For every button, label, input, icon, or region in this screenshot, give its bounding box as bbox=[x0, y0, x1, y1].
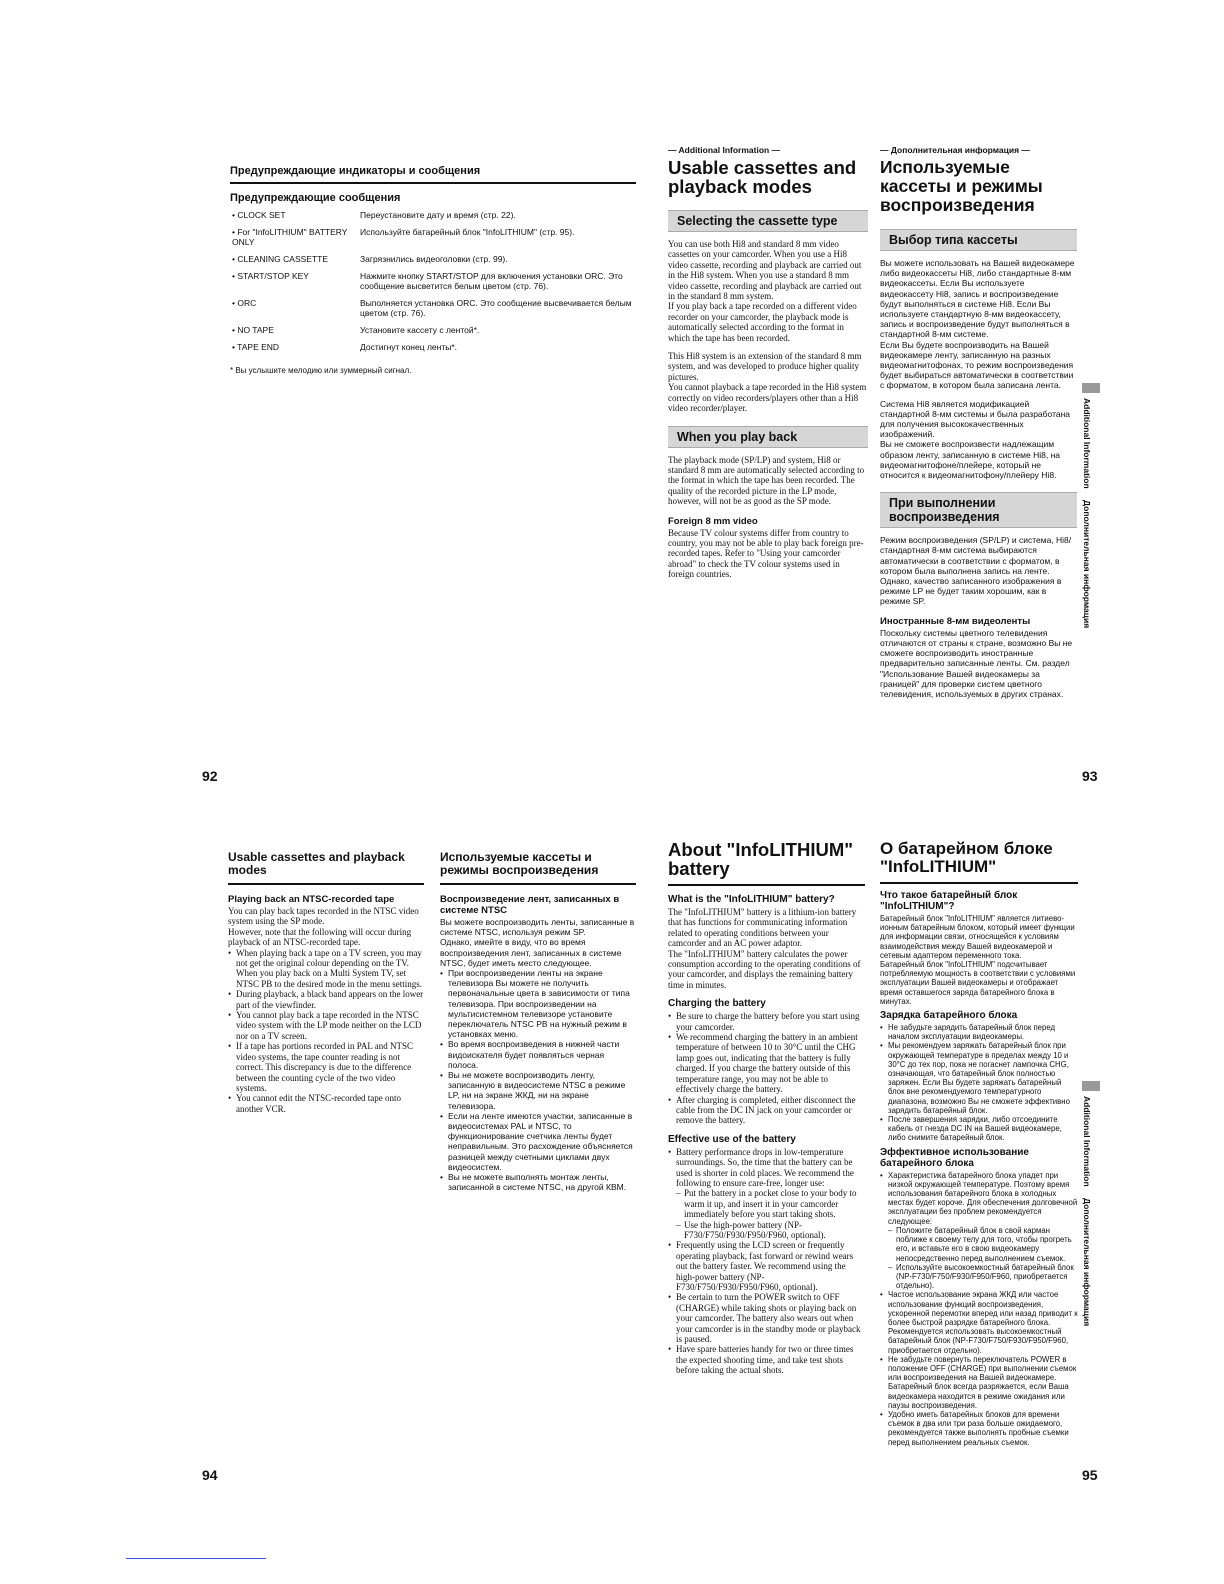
page-number-94: 94 bbox=[202, 1467, 218, 1483]
page-title: Используемые кассеты и режимы воспроизведения bbox=[440, 850, 599, 877]
section-bar: Выбор типа кассеты bbox=[880, 229, 1077, 251]
page-94-english-column bbox=[228, 851, 424, 1114]
subheading: Зарядка батарейного блока bbox=[880, 1010, 1018, 1022]
list-item: • После завершения зарядки, либо отсоедините кабель от гнезда DC IN на Вашей видеокамере, либо снимите батарейный блок. bbox=[880, 1115, 1078, 1143]
list-item: – Положите батарейный блок в свой карман поближе к своему телу для того, чтобы прогреть его, и вставьте его в свою видеокамеру непосредственно перед выполнением съемок. bbox=[888, 1226, 1078, 1263]
bullet-list bbox=[440, 968, 636, 1192]
warning-row: • START/STOP KEY Нажмите кнопку START/STOP для включения установки ORC. Это сообщение высветится белым цветом (стр. 76). bbox=[232, 271, 623, 291]
subheading: Charging the battery bbox=[668, 998, 766, 1010]
body-text: You can use both Hi8 and standard 8 mm video cassettes on your camcorder. When you use a Hi8 video cassette, recording and playback are carried out in the Hi8 system. When you use a standard 8 mm video cassette, recording and playback are carried out in the standard 8 mm system. If you play back a tape recorded on a different video recorder on your camcorder, the playback mode is automatically selected according to the format in which the tape has been recorded. This Hi8 system is an extension of the standard 8 mm system, and was developed to produce higher quality pictures. You cannot playback a tape recorded in the Hi8 system correctly on video recorders/players other than a Hi8 video recorder/player. bbox=[668, 239, 867, 414]
body-text: The playback mode (SP/LP) and system, Hi8 or standard 8 mm are automatically selected according to the format in which the tape has been recorded. The quality of the recorded picture in the LP mode, however, will not be as good as the SP mode. bbox=[668, 454, 865, 507]
list-item: • Не забудьте повернуть переключатель POWER в положение OFF (CHARGE) при выполнении съемок или воспроизведения на Вашей видеокамере. Батарейный блок всегда разряжается, если Ваша видеокамера находится в режиме ожидания или паузы воспроизведения. bbox=[880, 1355, 1078, 1410]
section-bar: При выполнении воспроизведения bbox=[880, 492, 1077, 528]
list-item: • We recommend charging the battery in an ambient temperature of between 10 to 30°C until the CHG lamp goes out, indicating that the battery is fully charged. If you charge the battery outside of this temperature range, you may not be able to effectively charge the battery. bbox=[668, 1032, 865, 1094]
section-bar: When you play back bbox=[668, 426, 868, 448]
list-item: • When playing back a tape on a TV screen, you may not get the original colour depending on the TV. When you play back on a Multi System TV, set NTSC PB to the desired mode in the menu settings. bbox=[228, 948, 424, 990]
list-item: • Во время воспроизведения в нижней части видоискателя будет появляться черная полоса. bbox=[440, 1039, 636, 1070]
subheading: Эффективное использование батарейного блока bbox=[880, 1146, 1029, 1169]
page-title: Usable cassettes and playback modes bbox=[668, 157, 857, 197]
side-label-russian: Дополнительная информация bbox=[1082, 500, 1092, 629]
page-92-warnings bbox=[230, 165, 636, 375]
page-93-english-column bbox=[668, 145, 868, 580]
page-93-russian-column bbox=[880, 145, 1077, 699]
bullet-list bbox=[880, 1171, 1078, 1447]
list-item: • Частое использование экрана ЖКД или частое использование функций воспроизведения, ускоренной перемотки вперед или назад приводит к более быстрой разрядке батарейного блока. Рекомендуется использовать высокоемкостный батарейный блок (NP-F730/F750/F930/F950/F960, приобретается отдельно). bbox=[880, 1290, 1078, 1354]
body-text: The "InfoLITHIUM" battery is a lithium-ion battery that has functions for communicating information related to operating conditions between your camcorder and an AC power adaptor. The "InfoLITHIUM" battery calculates the power consumption according to the operating conditions of your camcorder, and displays the remaining battery time in minutes. bbox=[668, 907, 861, 990]
list-item: • Have spare batteries handy for two or three times the expected shooting time, and take test shots before taking the actual shots. bbox=[668, 1344, 865, 1375]
list-item: • During playback, a black band appears on the lower part of the viewfinder. bbox=[228, 989, 424, 1010]
warning-row: • For "InfoLITHIUM" BATTERY ONLY Используйте батарейный блок "InfoLITHIUM" (стр. 95). bbox=[232, 227, 575, 247]
side-label-english: Additional Information bbox=[1082, 398, 1092, 489]
body-text: Because TV colour systems differ from country to country, you may not be able to play back foreign pre-recorded tapes. Refer to "Using your camcorder abroad" to check the TV colour systems used in foreign countries. bbox=[668, 527, 864, 580]
bullet-list bbox=[880, 1023, 1078, 1143]
page-title: О батарейном блоке "InfoLITHIUM" bbox=[880, 839, 1053, 876]
section-bar: Selecting the cassette type bbox=[668, 210, 868, 232]
page-title: Usable cassettes and playback modes bbox=[228, 850, 405, 877]
page-95-english-column bbox=[668, 840, 865, 1376]
warning-row: • CLOCK SET Переустановите дату и время (стр. 22). bbox=[232, 210, 516, 220]
side-label-russian: Дополнительная информация bbox=[1082, 1198, 1092, 1327]
list-item: • Battery performance drops in low-temperature surroundings. So, the time that the battery can be used is shorter in cold places. We recommend the following to ensure care-free, longer use: – Put the battery in a pocket close to your body to warm it up, and insert it in your camcorder immediately before you start taking shots. – Use the high-power battery (NP-F730/F750/F930/F950/F960, optional). bbox=[668, 1147, 865, 1241]
warnings-heading: Предупреждающие индикаторы и сообщения bbox=[230, 165, 636, 184]
subheading: Playing back an NTSC-recorded tape bbox=[228, 894, 395, 905]
warnings-subheading: Предупреждающие сообщения bbox=[230, 192, 401, 204]
body-text: Вы можете воспроизводить ленты, записанные в системе NTSC, используя режим SP. Однако, имейте в виду, что во время воспроизведения лент, записанных в системе NTSC, будет иметь место следующее. • При воспроизведении ленты на экране телевизора Вы можете не получить первоначальные цвета в зависимости от типа телевизора. При воспроизведении на мультисистемном телевизоре установите переключатель NTSC PB на нужный режим в установках меню. • Во время воспроизведения в нижней части видоискателя будет появляться черная полоса. • Вы не можете воспроизводить ленту, записанную в видеосистеме NTSC в режиме LP, ни на экране ЖКД, ни на экране телевизора. • Если на ленте имеются участки, записанные в видеосистемах PAL и NTSC, то функционирование счетчика ленты будет неправильным. Это расхождение объясняется разницей между счетными циклами двух видеосистем. • Вы не можете выполнять монтаж ленты, записанной в системе NTSC, на другой КВМ. bbox=[440, 917, 636, 1192]
title-rule bbox=[440, 883, 636, 885]
subheading: Иностранные 8-мм видеоленты bbox=[880, 615, 1031, 627]
subheading: Воспроизведение лент, записанных в системе NTSC bbox=[440, 894, 620, 916]
body-text: Вы можете использовать на Вашей видеокамере либо видеокассеты Hi8, либо стандартные 8-мм видеокассеты. Если Вы используете видеокассету Hi8, запись и воспроизведение будут выполняться в системе Hi8. Если Вы используете стандартную 8-мм видеокассету, запись и воспроизведение будут выполняться в стандартной 8-мм системе. Если Вы будете воспроизводить на Вашей видеокамере ленту, записанную на разных видеомагнитофонах, то режим воспроизведения будет выбираться автоматически в соответствии с форматом, в котором была записана лента. Система Hi8 является модификацией стандартной 8-мм системы и была разработана для получения высококачественных изображений. Вы не сможете воспроизвести надлежащим образом ленту, записанную в системе Hi8, на видеомагнитофоне/плейере, который не относится к видеомагнитофону/плейеру Hi8. bbox=[880, 258, 1075, 481]
page-94-russian-column bbox=[440, 851, 636, 1192]
warnings-footnote: * Вы услышите мелодию или зуммерный сигнал. bbox=[230, 366, 412, 375]
subheading: Effective use of the battery bbox=[668, 1133, 796, 1145]
warning-row: • TAPE END Достигнут конец ленты*. bbox=[232, 342, 458, 352]
title-rule bbox=[880, 882, 1078, 884]
warning-row: • NO TAPE Установите кассету с лентой*. bbox=[232, 325, 480, 335]
page-title: About "InfoLITHIUM" battery bbox=[668, 839, 854, 879]
list-item: • Удобно иметь батарейных блоков для времени съемок в два или три раза больше ожидаемого, рекомендуется также выполнять пробные съемки перед выполнением реальных съемок. bbox=[880, 1410, 1078, 1447]
title-rule bbox=[668, 884, 865, 886]
list-item: • При воспроизведении ленты на экране телевизора Вы можете не получить первоначальные цвета в зависимости от типа телевизора. При воспроизведении на мультисистемном телевизоре установите переключатель NTSC PB на нужный режим в установках меню. bbox=[440, 968, 636, 1039]
list-item: • Характеристика батарейного блока упадет при низкой окружающей температуре. Поэтому время использования батарейного блока в холодных местах будет короче. Для обеспечения долговечной эксплуатации без проблем рекомендуется следующее: – Положите батарейный блок в свой карман поближе к своему телу для того, чтобы прогреть его, и вставьте его в свою видеокамеру непосредственно перед выполнением съемок. – Используйте высокоемкостный батарейный блок (NP-F730/F750/F930/F950/F960, приобретается отдельно). bbox=[880, 1171, 1078, 1291]
subheading: Что такое батарейный блок "InfoLITHIUM"? bbox=[880, 890, 1018, 912]
bullet-list bbox=[668, 1011, 865, 1125]
section-tab-marker bbox=[1082, 383, 1100, 393]
page-number-93: 93 bbox=[1082, 768, 1098, 784]
subheading: What is the "InfoLITHIUM" battery? bbox=[668, 894, 835, 905]
list-item: • Frequently using the LCD screen or frequently operating playback, fast forward or rewind wears out the battery faster. We recommend using the high-power battery (NP-F730/F750/F930/F950/F960, optional). bbox=[668, 1240, 865, 1292]
list-item: • You cannot play back a tape recorded in the NTSC video system with the LP mode neither on the LCD nor on a TV screen. bbox=[228, 1010, 424, 1041]
section-tab-marker bbox=[1082, 1081, 1100, 1091]
list-item: • Вы не можете выполнять монтаж ленты, записанной в системе NTSC, на другой КВМ. bbox=[440, 1172, 636, 1192]
bullet-list bbox=[228, 948, 424, 1115]
page-title: Используемые кассеты и режимы воспроизведения bbox=[880, 157, 1043, 215]
subheading: Foreign 8 mm video bbox=[668, 515, 758, 527]
list-item: • Be certain to turn the POWER switch to OFF (CHARGE) while taking shots or playing back on your camcorder. The battery also wears out when your camcorder is in the standby mode or playback is paused. bbox=[668, 1292, 865, 1344]
list-item: • If a tape has portions recorded in PAL and NTSC video systems, the tape counter reading is not correct. This discrepancy is due to the difference between the counting cycle of the two video systems. bbox=[228, 1041, 424, 1093]
warnings-table bbox=[230, 210, 636, 352]
list-item: – Put the battery in a pocket close to your body to warm it up, and insert it in your camcorder immediately before you start taking shots. bbox=[676, 1188, 865, 1219]
body-text: Поскольку системы цветного телевидения отличаются от страны к стране, возможно Вы не сможете воспроизводить иностранные предварительно записанные ленты. См. раздел "Использование Вашей видеокамеры за границей" для проверки систем цветного телевидения, используемых в других странах. bbox=[880, 627, 1073, 699]
list-item: – Use the high-power battery (NP-F730/F750/F930/F950/F960, optional). bbox=[676, 1220, 865, 1241]
list-item: • Be sure to charge the battery before you start using your camcorder. bbox=[668, 1011, 865, 1032]
list-item: • Если на ленте имеются участки, записанные в видеосистемах PAL и NTSC, то функционирование счетчика ленты будет неправильным. Это расхождение объясняется разницей между счетными циклами двух видеосистем. bbox=[440, 1111, 636, 1172]
section-kicker: — Дополнительная информация — bbox=[880, 145, 1030, 155]
side-label-english: Additional Information bbox=[1082, 1096, 1092, 1187]
body-text: Батарейный блок "InfoLITHIUM" является литиево-ионным батарейным блоком, который имеет функции для информации связи, относящейся к условиям взаимодействия между Вашей видеокамерой и сетевым адаптером переменного тока. Батарейный блок "InfoLITHIUM" подсчитывает потребляемую мощность в соответствии с условиями эксплуатации Вашей видеокамеры и отображает время оставшегося заряда батарейного блока в минутах. bbox=[880, 914, 1076, 1006]
body-text: You can play back tapes recorded in the NTSC video system using the SP mode. However, note that the following will occur during playback of an NTSC-recorded tape. • When playing back a tape on a TV screen, you may not get the original colour depending on the TV. When you play back on a Multi System TV, set NTSC PB to the desired mode in the menu settings. • During playback, a black band appears on the lower part of the viewfinder. • You cannot play back a tape recorded in the NTSC video system with the LP mode neither on the LCD nor on a TV screen. • If a tape has portions recorded in PAL and NTSC video systems, the tape counter reading is not correct. This discrepancy is due to the difference between the counting cycle of the two video systems. • You cannot edit the NTSC-recorded tape onto another VCR. bbox=[228, 906, 424, 1114]
page-95-russian-column bbox=[880, 840, 1078, 1447]
page-number-95: 95 bbox=[1082, 1467, 1098, 1483]
body-text: Режим воспроизведения (SP/LP) и система, Hi8/стандартная 8-мм система выбираются автоматически в соответствии с форматом, в котором была выполнена запись на ленте. Однако, качество записанного изображения в режиме LP не будет таким хорошим, как в режиме SP. bbox=[880, 535, 1072, 607]
footer-rule bbox=[126, 1558, 266, 1559]
list-item: • After charging is completed, either disconnect the cable from the DC IN jack on your camcorder or remove the battery. bbox=[668, 1095, 865, 1126]
section-kicker: — Additional Information — bbox=[668, 145, 781, 155]
list-item: • Не забудьте зарядить батарейный блок перед началом эксплуатации видеокамеры. bbox=[880, 1023, 1078, 1041]
list-item: • Вы не можете воспроизводить ленту, записанную в видеосистеме NTSC в режиме LP, ни на экране ЖКД, ни на экране телевизора. bbox=[440, 1070, 636, 1111]
title-rule bbox=[228, 883, 424, 885]
bullet-list bbox=[668, 1147, 865, 1376]
warning-row: • CLEANING CASSETTE Загрязнились видеоголовки (стр. 99). bbox=[232, 254, 508, 264]
warning-row: • ORC Выполняется установка ORC. Это сообщение высвечивается белым цветом (стр. 76). bbox=[232, 298, 632, 318]
list-item: – Используйте высокоемкостный батарейный блок (NP-F730/F750/F930/F950/F960, приобретается отдельно). bbox=[888, 1263, 1078, 1291]
page-number-92: 92 bbox=[202, 768, 218, 784]
sub-list bbox=[676, 1188, 865, 1240]
list-item: • Мы рекомендуем заряжать батарейный блок при окружающей температуре в пределах между 10 и 30°C до тех пор, пока не погаснет лампочка CHG, означающая, что батарейный блок полностью заряжен. Если Вы будете заряжать батарейный блок вне рекомендуемого температурного диапазона, возможно Вы не сможете эффективно зарядить батарейный блок. bbox=[880, 1041, 1078, 1115]
sub-list bbox=[888, 1226, 1078, 1290]
list-item: • You cannot edit the NTSC-recorded tape onto another VCR. bbox=[228, 1093, 424, 1114]
